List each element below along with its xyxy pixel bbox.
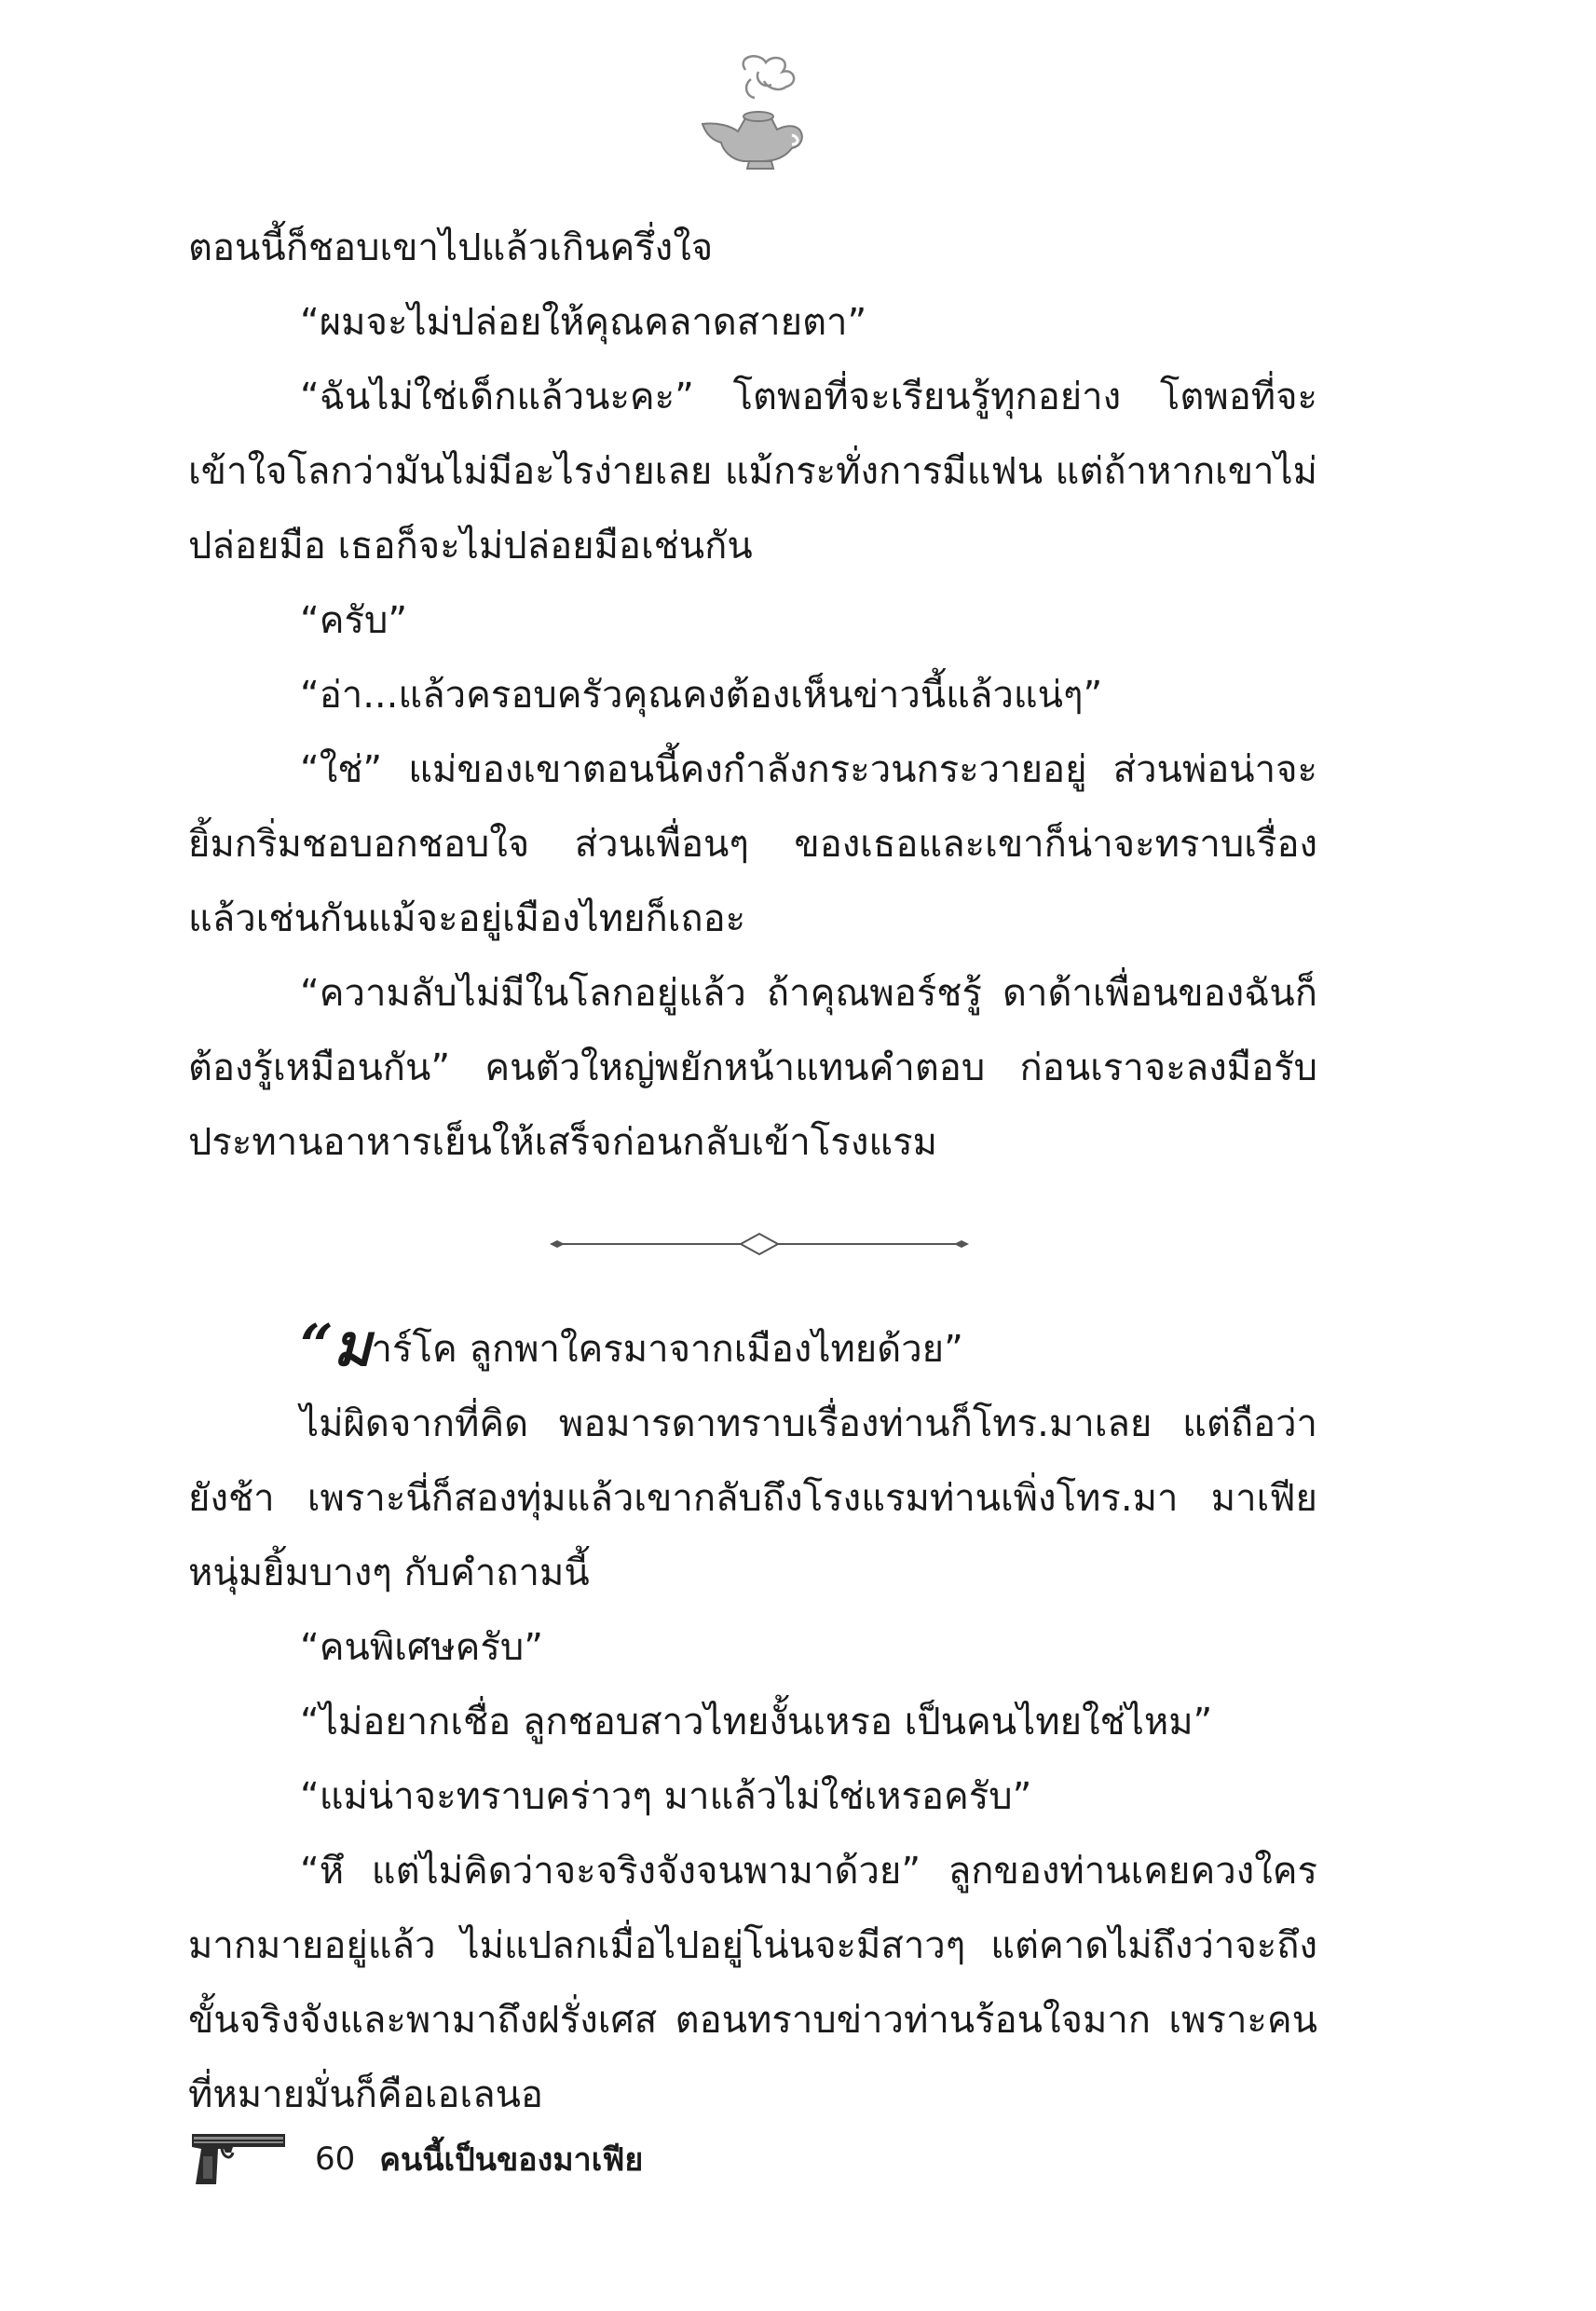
text-block-section-2 (188, 1312, 1317, 2132)
paragraph: “คนพิเศษครับ” (300, 1626, 543, 1669)
paragraph: ตอนนี้ก็ชอบเขาไปแล้วเกินครึ่งใจ (188, 226, 714, 269)
paragraph: ไม่ผิดจากที่คิด พอมารดาทราบเรื่องท่านก็โทร.มาเลย แต่ถือว่ายังช้า เพราะนี่ก็สองทุ่มแล้วเขากลับถึงโรงแรมท่านเพิ่งโทร.มา มาเฟียหนุ่มยิ้มบางๆ กับคำถามนี้ (188, 1402, 1317, 1594)
paragraph: “อ่า...แล้วครอบครัวคุณคงต้องเห็นข่าวนี้แล้วแน่ๆ” (300, 674, 1103, 717)
section-divider (550, 1230, 969, 1258)
page-footer (188, 2126, 643, 2192)
dropcap-quote: “ (300, 1311, 334, 1379)
opening-line-text: าร์โค ลูกพาใครมาจากเมืองไทยด้วย” (371, 1328, 963, 1371)
paragraph: “ใช่” แม่ของเขาตอนนี้คงกำลังกระวนกระวายอยู่ ส่วนพ่อน่าจะยิ้มกริ่มชอบอกชอบใจ ส่วนเพื่อนๆ ของเธอและเขาก็น่าจะทราบเรื่องแล้วเช่นกันแม้จะอยู่เมืองไทยก็เถอะ (188, 748, 1317, 940)
paragraph: “ฉันไม่ใช่เด็กแล้วนะคะ” โตพอที่จะเรียนรู้ทุกอย่าง โตพอที่จะเข้าใจโลกว่ามันไม่มีอะไรง่ายเลย แม้กระทั่งการมีแฟน แต่ถ้าหากเขาไม่ปล่อยมือ เธอก็จะไม่ปล่อยมือเช่นกัน (188, 376, 1317, 567)
paragraph: “ไม่อยากเชื่อ ลูกชอบสาวไทยงั้นเหรอ เป็นคนไทยใช่ไหม” (300, 1701, 1213, 1744)
pistol-icon (188, 2128, 289, 2190)
section-opening-line (188, 1312, 1317, 1387)
genie-lamp-icon (689, 51, 820, 172)
page-number: 60 (315, 2140, 356, 2178)
text-block-section-1 (188, 211, 1317, 1180)
paragraph: “หึ แต่ไม่คิดว่าจะจริงจังจนพามาด้วย” ลูกของท่านเคยควงใครมากมายอยู่แล้ว ไม่แปลกเมื่อไปอยู่โน่นจะมีสาวๆ แต่คาดไม่ถึงว่าจะถึงขั้นจริงจังและพามาถึงฝรั่งเศส ตอนทราบข่าวท่านร้อนใจมาก เพราะคนที่หมายมั่นก็คือเอเลนอ (188, 1850, 1317, 2116)
dropcap-letter: ม (333, 1311, 372, 1379)
book-title: คนนี้เป็นของมาเฟีย (379, 2141, 644, 2179)
paragraph: “ครับ” (300, 599, 408, 642)
paragraph: “ผมจะไม่ปล่อยให้คุณคลาดสายตา” (300, 301, 867, 344)
paragraph: “ความลับไม่มีในโลกอยู่แล้ว ถ้าคุณพอร์ชรู้ ดาด้าเพื่อนของฉันก็ต้องรู้เหมือนกัน” คนตัวใหญ่พยักหน้าแทนคำตอบ ก่อนเราจะลงมือรับประทานอาหารเย็นให้เสร็จก่อนกลับเข้าโรงแรม (188, 972, 1317, 1164)
paragraph: “แม่น่าจะทราบคร่าวๆ มาแล้วไม่ใช่เหรอครับ” (300, 1775, 1032, 1818)
